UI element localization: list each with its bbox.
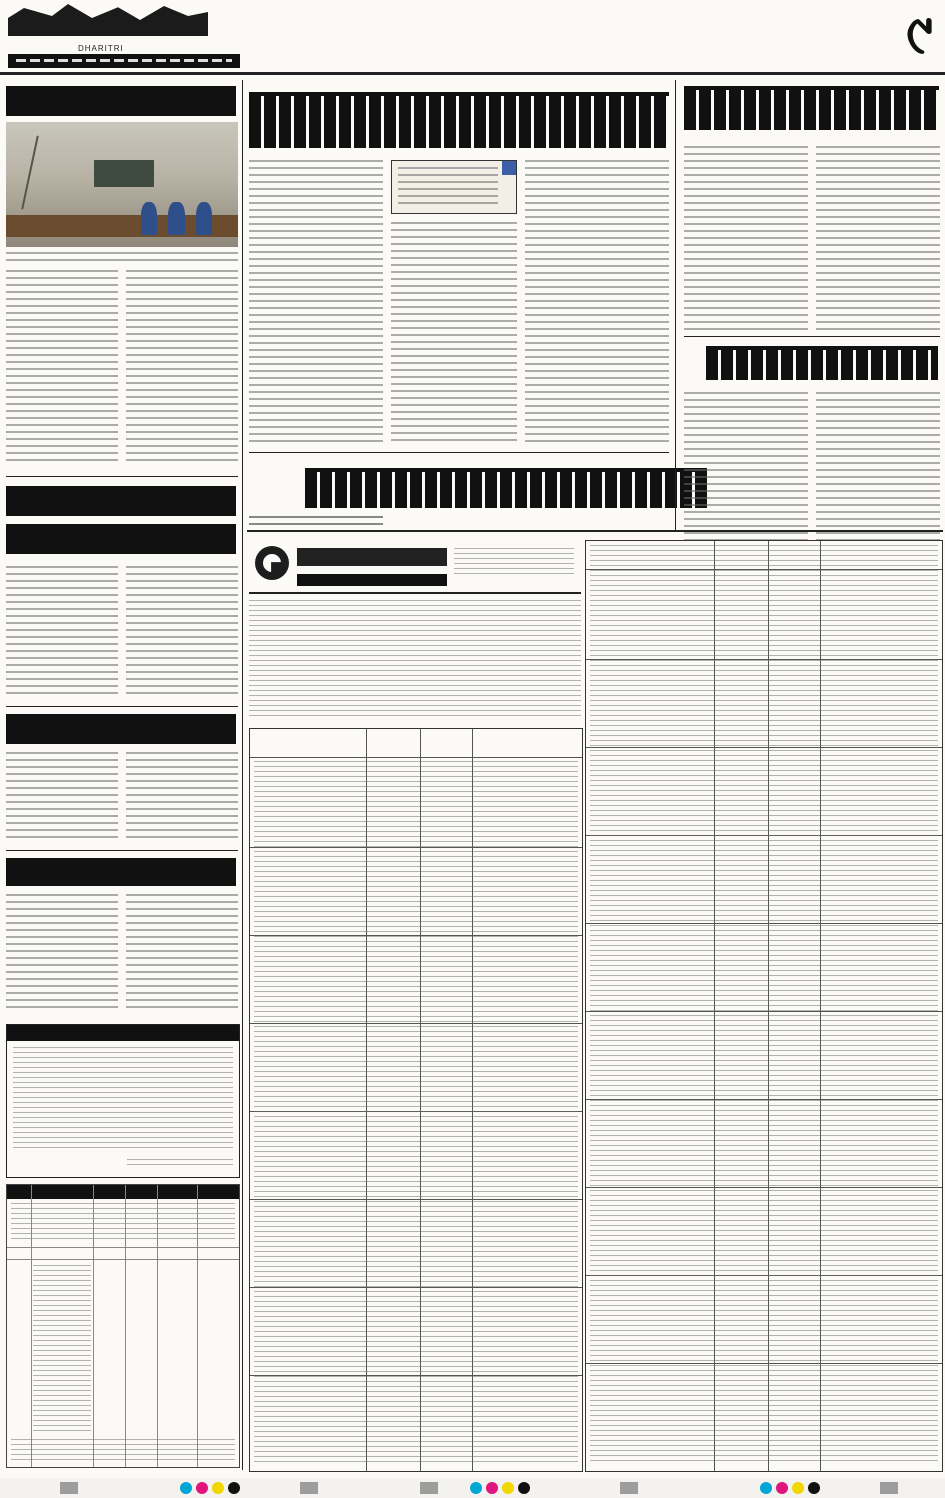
registration-dot-cyan [180,1482,192,1494]
article-body-eye-col2 [816,392,940,542]
possession-table-right-rows [590,545,938,1465]
masthead-rule [0,72,945,75]
possession-table-left [249,728,583,1472]
notice-box-text [13,1047,233,1151]
article-body-liquor-col1 [6,752,118,842]
article-body-elephant-col2 [816,146,940,330]
union-bank-branch-address [454,548,574,578]
photo-cracked-classroom [6,122,238,247]
page-number: ୯ [906,2,933,66]
subhead-box-marker [502,161,516,175]
article-body-road-col3 [525,160,669,446]
tender-notice-footer [11,1439,235,1461]
notice-top-rule [247,530,943,532]
possession-notice-title [297,574,447,586]
subhead-box [391,160,517,214]
headline-knockout-football-tournament [305,468,707,508]
union-bank-name [297,548,447,566]
article-body-school-col1 [6,270,118,466]
dateline-bar [8,54,240,68]
column-divider-left [242,80,243,1470]
article-body-liquor-col2 [126,752,238,842]
article-body-road-col2 [391,222,517,446]
tender-notice-rows [33,1265,91,1435]
headline-liquor-traders-arrested [6,714,236,744]
union-bank-notice-header [249,540,581,594]
tender-notice-header [7,1185,239,1199]
headline-school-unsafe-building [6,86,236,116]
headline-elephant-attack-woman-dies [684,86,939,130]
headline-road-traffic-sanitation [249,92,669,148]
possession-table-right [585,540,943,1472]
article-body-cockfight-col1 [6,894,118,1012]
print-gray-block [60,1482,78,1494]
column-divider-right-top [675,80,676,530]
article-body-school-col2 [126,270,238,466]
article-body-gutkha-col1 [6,566,118,698]
article-body-eye-col1 [684,392,808,542]
notice-box-training [6,1024,240,1178]
logo-subtitle: DHARITRI [78,44,124,53]
possession-notice-intro [249,600,581,720]
union-bank-logo-icon [255,546,289,580]
headline-gutkha-sale-raid-line2 [6,524,236,554]
tender-notice-intro [11,1203,235,1243]
possession-table-left-rows [254,761,578,1465]
tender-notice-table [6,1184,240,1468]
headline-cockfight-raid [6,858,236,886]
dharitri-logo [8,4,208,52]
registration-dot-yellow [212,1482,224,1494]
notice-box-title-bar [7,1025,239,1041]
article-body-gutkha-col2 [126,566,238,698]
notice-box-signature [127,1159,233,1169]
headline-gutkha-sale-raid [6,486,236,516]
registration-dot-black [228,1482,240,1494]
logo-wordmark [8,4,208,44]
photo-caption [6,252,238,262]
headline-eye-checkup-students [706,346,938,380]
registration-dot-magenta [196,1482,208,1494]
article-body-cockfight-col2 [126,894,238,1012]
article-body-road-col1 [249,160,383,446]
article-body-elephant-col1 [684,146,808,330]
subhead-box-text [398,167,498,207]
